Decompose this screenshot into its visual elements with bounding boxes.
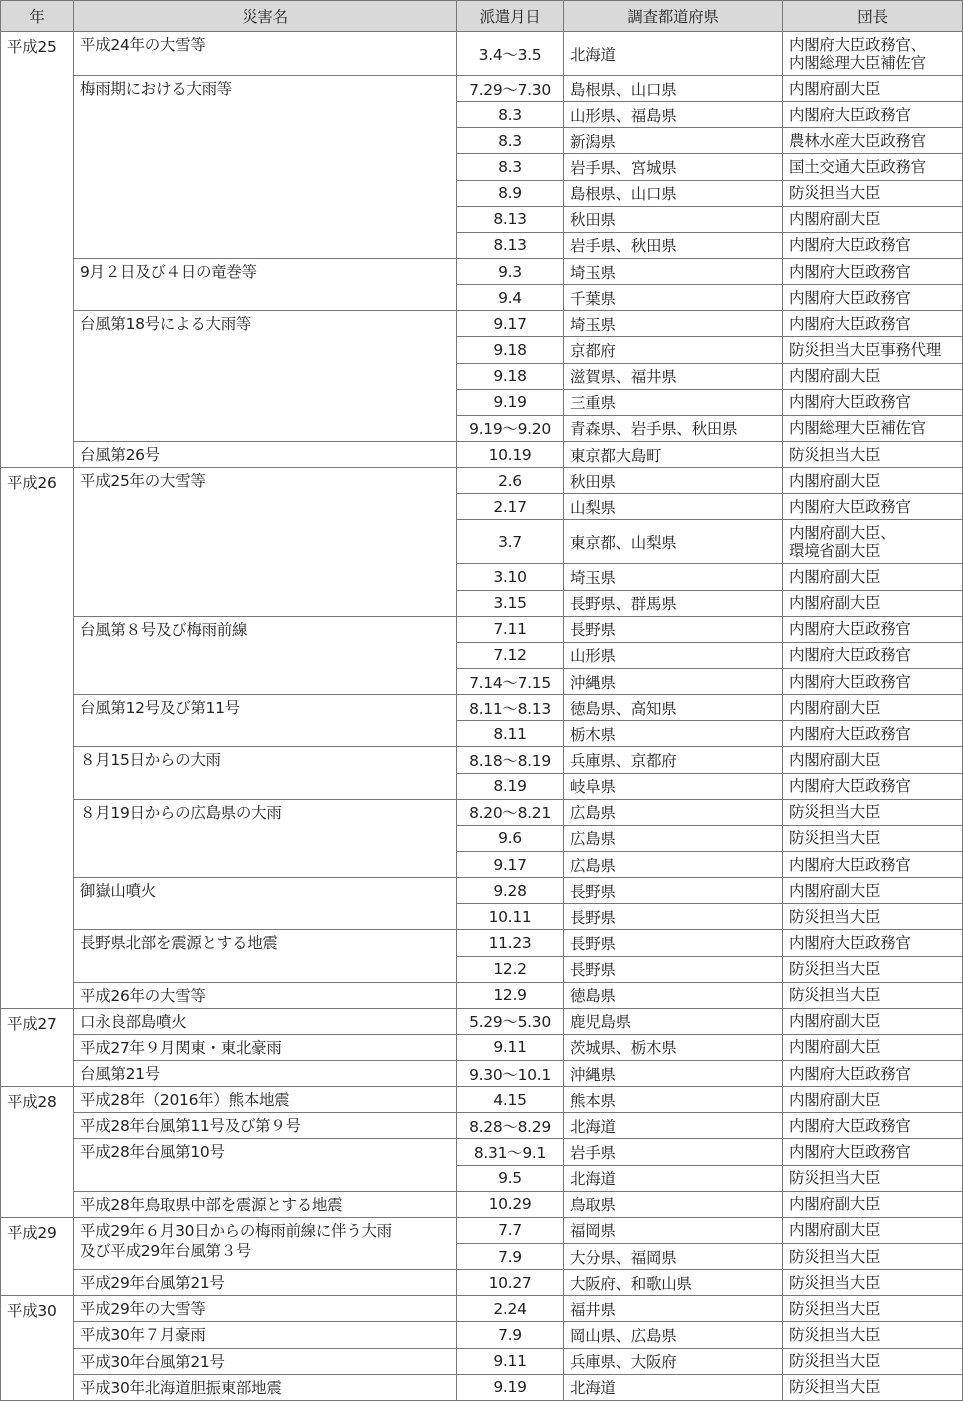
delegation-head-line: 内閣府副大臣: [789, 210, 881, 229]
prefecture-cell: 秋田県: [564, 206, 783, 232]
delegation-head-line: 内閣府大臣政務官: [789, 105, 911, 124]
disaster-name-cell: [74, 1322, 457, 1348]
delegation-head-line: 内閣府副大臣: [789, 79, 881, 98]
disaster-name-cell: [74, 1113, 457, 1139]
header-row: [1, 1, 963, 32]
prefecture-cell: 岩手県、秋田県: [564, 232, 783, 258]
prefecture-cell: 千葉県: [564, 285, 783, 311]
delegation-head-line: 内閣府副大臣: [789, 750, 881, 769]
table-row: [1, 1113, 963, 1139]
delegation-head-cell: [783, 878, 963, 904]
dispatch-date-cell: 3.7: [457, 520, 564, 564]
dispatch-date-cell: 9.6: [457, 825, 564, 851]
disaster-name-cell: [74, 616, 457, 694]
delegation-head-cell: [783, 206, 963, 232]
delegation-head-line: 内閣府副大臣: [789, 567, 881, 586]
dispatch-date-cell: 4.15: [457, 1087, 564, 1113]
delegation-head-cell: [783, 825, 963, 851]
disaster-name-line: 台風第８号及び梅雨前線: [80, 620, 248, 639]
disaster-name-line: 御嶽山噴火: [80, 882, 157, 901]
delegation-head-cell: [783, 1322, 963, 1348]
delegation-head-cell: [783, 1034, 963, 1060]
prefecture-cell: 沖縄県: [564, 1061, 783, 1087]
delegation-head-cell: [783, 1165, 963, 1191]
dispatch-date-cell: 2.6: [457, 468, 564, 494]
dispatch-date-cell: 8.18〜8.19: [457, 747, 564, 773]
prefecture-cell: 青森県、岩手県、秋田県: [564, 415, 783, 441]
delegation-head-line: 防災担当大臣: [789, 1169, 881, 1188]
disaster-name-line: 平成24年の大雪等: [80, 36, 206, 54]
dispatch-date-cell: 9.5: [457, 1165, 564, 1191]
dispatch-date-cell: 10.19: [457, 441, 564, 467]
dispatch-date-cell: 11.23: [457, 930, 564, 956]
dispatch-date-cell: 9.19: [457, 1374, 564, 1400]
disaster-name-cell: [74, 1087, 457, 1113]
delegation-head-cell: [783, 616, 963, 642]
table-row: [1, 1191, 963, 1217]
table-row: [1, 1322, 963, 1348]
year-cell: 平成29: [1, 1217, 74, 1295]
disaster-name-cell: [74, 695, 457, 747]
disaster-name-cell: [74, 930, 457, 982]
delegation-head-cell: [783, 799, 963, 825]
disaster-name-line: 平成29年の大雪等: [80, 1300, 206, 1319]
delegation-head-line: 内閣府大臣政務官: [789, 1064, 911, 1083]
delegation-head-line: 内閣総理大臣補佐官: [789, 419, 926, 438]
delegation-head-line: 内閣府大臣政務官: [789, 933, 911, 952]
delegation-head-cell: [783, 128, 963, 154]
disaster-name-line: 平成30年７月豪雨: [80, 1326, 206, 1345]
disaster-name-cell: [74, 311, 457, 442]
table-row: [1, 1061, 963, 1087]
dispatch-date-cell: 12.2: [457, 956, 564, 982]
year-cell: 平成26: [1, 468, 74, 1009]
dispatch-date-cell: 8.13: [457, 206, 564, 232]
disaster-name-cell: [74, 1061, 457, 1087]
table-row: [1, 747, 963, 773]
dispatch-date-cell: 9.11: [457, 1348, 564, 1374]
delegation-head-line: 環境省副大臣: [789, 541, 881, 560]
disaster-name-cell: [74, 1374, 457, 1400]
table-row: [1, 311, 963, 337]
delegation-head-line: 内閣府大臣政務官: [789, 314, 911, 333]
disaster-name-line: 長野県北部を震源とする地震: [80, 934, 278, 953]
table-row: [1, 76, 963, 102]
disaster-name-line: 平成25年の大雪等: [80, 472, 206, 491]
delegation-head-line: 内閣府大臣政務官: [789, 1143, 911, 1162]
delegation-head-line: 国土交通大臣政務官: [789, 157, 926, 176]
disaster-name-line: 9月２日及び４日の竜巻等: [80, 262, 257, 281]
prefecture-cell: 秋田県: [564, 468, 783, 494]
delegation-head-line: 内閣府大臣政務官: [789, 724, 911, 743]
prefecture-cell: 栃木県: [564, 721, 783, 747]
disaster-name-line: 口永良部島噴火: [80, 1012, 187, 1031]
dispatch-date-cell: 8.11〜8.13: [457, 695, 564, 721]
delegation-head-cell: [783, 851, 963, 877]
dispatch-date-cell: 8.20〜8.21: [457, 799, 564, 825]
dispatch-date-cell: 8.3: [457, 128, 564, 154]
delegation-head-line: 内閣府副大臣: [789, 594, 881, 613]
dispatch-date-cell: 12.9: [457, 982, 564, 1008]
table-row: [1, 930, 963, 956]
dispatch-date-cell: 2.17: [457, 494, 564, 520]
delegation-head-cell: [783, 668, 963, 694]
dispatch-date-cell: 7.14〜7.15: [457, 668, 564, 694]
table-row: [1, 1087, 963, 1113]
delegation-head-cell: [783, 468, 963, 494]
dispatch-date-cell: 7.11: [457, 616, 564, 642]
delegation-head-line: 内閣府大臣政務官: [789, 236, 911, 255]
delegation-head-line: 内閣府大臣政務官: [789, 855, 911, 874]
delegation-head-cell: [783, 285, 963, 311]
dispatch-date-cell: 8.31〜9.1: [457, 1139, 564, 1165]
disaster-name-cell: [74, 32, 457, 76]
delegation-head-line: 内閣府副大臣: [789, 698, 881, 717]
table-row: [1, 878, 963, 904]
delegation-head-cell: [783, 982, 963, 1008]
prefecture-cell: 広島県: [564, 851, 783, 877]
delegation-head-line: 内閣府副大臣: [789, 1090, 881, 1109]
disaster-name-line: 平成29年台風第21号: [80, 1274, 225, 1293]
disaster-name-line: 台風第21号: [80, 1065, 160, 1084]
delegation-head-line: 防災担当大臣: [789, 986, 881, 1005]
delegation-head-line: 防災担当大臣: [789, 960, 881, 979]
prefecture-cell: 大分県、福岡県: [564, 1244, 783, 1270]
delegation-head-line: 防災担当大臣: [789, 1326, 881, 1345]
delegation-head-line: 防災担当大臣: [789, 803, 881, 822]
table-row: [1, 258, 963, 284]
disaster-name-line: 平成28年（2016年）熊本地震: [80, 1091, 290, 1110]
disaster-name-cell: [74, 1139, 457, 1191]
disaster-name-line: 平成27年９月関東・東北豪雨: [80, 1038, 282, 1057]
disaster-name-line: 平成26年の大雪等: [80, 986, 206, 1005]
disaster-name-cell: [74, 468, 457, 617]
disaster-name-line: 平成28年鳥取県中部を震源とする地震: [80, 1195, 343, 1214]
dispatch-date-cell: 9.17: [457, 851, 564, 877]
table-row: [1, 799, 963, 825]
dispatch-date-cell: 8.11: [457, 721, 564, 747]
delegation-head-cell: [783, 956, 963, 982]
prefecture-cell: 北海道: [564, 1165, 783, 1191]
dispatch-date-cell: 7.29〜7.30: [457, 76, 564, 102]
disaster-name-cell: [74, 1034, 457, 1060]
col-header-prefecture: 調査都道府県: [564, 1, 783, 32]
delegation-head-line: 内閣府大臣政務官: [789, 777, 911, 796]
prefecture-cell: 徳島県、高知県: [564, 695, 783, 721]
dispatch-date-cell: 5.29〜5.30: [457, 1008, 564, 1034]
prefecture-cell: 岐阜県: [564, 773, 783, 799]
delegation-head-cell: [783, 904, 963, 930]
delegation-head-line: 内閣府副大臣: [789, 1012, 881, 1031]
table-row: [1, 468, 963, 494]
disaster-name-line: 台風第18号による大雨等: [80, 315, 252, 334]
prefecture-cell: 長野県: [564, 616, 783, 642]
delegation-head-cell: [783, 232, 963, 258]
delegation-head-cell: [783, 311, 963, 337]
table-row: [1, 1217, 963, 1243]
prefecture-cell: 徳島県: [564, 982, 783, 1008]
delegation-head-line: 防災担当大臣: [789, 445, 881, 464]
prefecture-cell: 兵庫県、京都府: [564, 747, 783, 773]
delegation-head-cell: [783, 1270, 963, 1296]
dispatch-date-cell: 3.4〜3.5: [457, 32, 564, 76]
dispatch-date-cell: 8.19: [457, 773, 564, 799]
delegation-head-cell: [783, 773, 963, 799]
dispatch-date-cell: 9.4: [457, 285, 564, 311]
delegation-head-cell: [783, 520, 963, 564]
disaster-name-line: 台風第12号及び第11号: [80, 699, 240, 718]
prefecture-cell: 滋賀県、福井県: [564, 363, 783, 389]
dispatch-date-cell: 10.11: [457, 904, 564, 930]
delegation-head-line: 内閣府副大臣: [789, 1195, 881, 1214]
disaster-name-cell: [74, 1270, 457, 1296]
prefecture-cell: 鳥取県: [564, 1191, 783, 1217]
prefecture-cell: 京都府: [564, 337, 783, 363]
disaster-name-line: 平成28年台風第11号及び第９号: [80, 1117, 301, 1136]
prefecture-cell: 山梨県: [564, 494, 783, 520]
disaster-name-line: ８月19日からの広島県の大雨: [80, 803, 282, 822]
table-row: [1, 32, 963, 76]
dispatch-date-cell: 9.30〜10.1: [457, 1061, 564, 1087]
delegation-head-cell: [783, 1113, 963, 1139]
delegation-head-line: 防災担当大臣: [789, 1247, 881, 1266]
disaster-name-line: 平成29年６月30日からの梅雨前線に伴う大雨: [80, 1221, 392, 1240]
dispatch-date-cell: 7.9: [457, 1244, 564, 1270]
delegation-head-line: 内閣府副大臣: [789, 367, 881, 386]
delegation-head-cell: [783, 930, 963, 956]
delegation-head-line: 内閣総理大臣補佐官: [789, 53, 926, 72]
prefecture-cell: 鹿児島県: [564, 1008, 783, 1034]
delegation-head-cell: [783, 1244, 963, 1270]
delegation-head-line: 内閣府大臣政務官: [789, 620, 911, 639]
dispatch-date-cell: 10.27: [457, 1270, 564, 1296]
disaster-name-cell: [74, 982, 457, 1008]
prefecture-cell: 山形県: [564, 642, 783, 668]
prefecture-cell: 長野県: [564, 904, 783, 930]
delegation-head-line: 内閣府大臣政務官: [789, 393, 911, 412]
disaster-name-line: 平成30年北海道胆振東部地震: [80, 1378, 282, 1397]
table-row: [1, 1139, 963, 1165]
prefecture-cell: 福井県: [564, 1296, 783, 1322]
year-cell: 平成30: [1, 1296, 74, 1401]
delegation-head-cell: [783, 389, 963, 415]
disaster-name-cell: [74, 747, 457, 799]
prefecture-cell: 岡山県、広島県: [564, 1322, 783, 1348]
prefecture-cell: 三重県: [564, 389, 783, 415]
table-row: [1, 1296, 963, 1322]
prefecture-cell: 島根県、山口県: [564, 180, 783, 206]
dispatch-date-cell: 7.12: [457, 642, 564, 668]
dispatch-date-cell: 7.9: [457, 1322, 564, 1348]
delegation-head-line: 内閣府大臣政務官: [789, 1116, 911, 1135]
prefecture-cell: 大阪府、和歌山県: [564, 1270, 783, 1296]
prefecture-cell: 埼玉県: [564, 311, 783, 337]
delegation-head-cell: [783, 747, 963, 773]
disaster-name-cell: [74, 1191, 457, 1217]
delegation-head-cell: [783, 32, 963, 76]
disaster-name-cell: [74, 441, 457, 467]
delegation-head-line: 防災担当大臣事務代理: [789, 340, 942, 359]
delegation-head-line: 農林水産大臣政務官: [789, 131, 926, 150]
delegation-head-cell: [783, 1217, 963, 1243]
prefecture-cell: 長野県: [564, 878, 783, 904]
prefecture-cell: 広島県: [564, 799, 783, 825]
disaster-name-cell: [74, 799, 457, 877]
delegation-head-cell: [783, 180, 963, 206]
table-row: [1, 1374, 963, 1400]
delegation-head-cell: [783, 494, 963, 520]
year-cell: 平成28: [1, 1087, 74, 1218]
delegation-head-cell: [783, 1008, 963, 1034]
dispatch-date-cell: 9.18: [457, 337, 564, 363]
dispatch-date-cell: 9.28: [457, 878, 564, 904]
delegation-head-cell: [783, 363, 963, 389]
delegation-head-cell: [783, 721, 963, 747]
delegation-head-cell: [783, 1191, 963, 1217]
prefecture-cell: 茨城県、栃木県: [564, 1034, 783, 1060]
delegation-head-cell: [783, 1348, 963, 1374]
delegation-head-line: 防災担当大臣: [789, 1299, 881, 1318]
prefecture-cell: 岩手県: [564, 1139, 783, 1165]
col-header-head: 団長: [783, 1, 963, 32]
disaster-name-line: 及び平成29年台風第３号: [80, 1241, 252, 1260]
year-cell: 平成25: [1, 32, 74, 468]
prefecture-cell: 東京都大島町: [564, 441, 783, 467]
prefecture-cell: 長野県: [564, 930, 783, 956]
dispatch-date-cell: 8.3: [457, 154, 564, 180]
delegation-head-line: 内閣府副大臣: [789, 1038, 881, 1057]
prefecture-cell: 北海道: [564, 32, 783, 76]
delegation-head-cell: [783, 258, 963, 284]
disaster-name-line: ８月15日からの大雨: [80, 751, 221, 770]
disaster-name-cell: [74, 76, 457, 259]
delegation-head-cell: [783, 1061, 963, 1087]
prefecture-cell: 岩手県、宮城県: [564, 154, 783, 180]
delegation-head-cell: [783, 154, 963, 180]
dispatch-date-cell: 9.19〜9.20: [457, 415, 564, 441]
prefecture-cell: 沖縄県: [564, 668, 783, 694]
prefecture-cell: 長野県: [564, 956, 783, 982]
delegation-head-cell: [783, 642, 963, 668]
delegation-head-line: 防災担当大臣: [789, 1352, 881, 1371]
delegation-head-cell: [783, 590, 963, 616]
table-row: [1, 1270, 963, 1296]
table-row: [1, 1034, 963, 1060]
delegation-head-cell: [783, 1296, 963, 1322]
delegation-head-cell: [783, 1087, 963, 1113]
delegation-head-line: 内閣府大臣政務官、: [789, 35, 926, 54]
prefecture-cell: 埼玉県: [564, 258, 783, 284]
dispatch-date-cell: 3.10: [457, 564, 564, 590]
delegation-head-cell: [783, 1374, 963, 1400]
prefecture-cell: 福岡県: [564, 1217, 783, 1243]
dispatch-date-cell: 3.15: [457, 590, 564, 616]
prefecture-cell: 新潟県: [564, 128, 783, 154]
disaster-name-cell: [74, 1348, 457, 1374]
dispatch-date-cell: 8.3: [457, 102, 564, 128]
delegation-head-line: 内閣府大臣政務官: [789, 672, 911, 691]
delegation-head-line: 内閣府大臣政務官: [789, 288, 911, 307]
prefecture-cell: 北海道: [564, 1374, 783, 1400]
dispatch-date-cell: 9.18: [457, 363, 564, 389]
delegation-head-line: 内閣府大臣政務官: [789, 262, 911, 281]
delegation-head-cell: [783, 415, 963, 441]
delegation-head-line: 内閣府副大臣、: [789, 523, 896, 542]
delegation-head-cell: [783, 337, 963, 363]
delegation-head-cell: [783, 102, 963, 128]
table-row: [1, 1348, 963, 1374]
table-row: [1, 982, 963, 1008]
disaster-name-cell: [74, 878, 457, 930]
prefecture-cell: 東京都、山梨県: [564, 520, 783, 564]
table-row: [1, 695, 963, 721]
dispatch-date-cell: 8.28〜8.29: [457, 1113, 564, 1139]
dispatch-date-cell: 9.17: [457, 311, 564, 337]
disaster-name-line: 台風第26号: [80, 445, 160, 464]
delegation-head-line: 内閣府大臣政務官: [789, 646, 911, 665]
delegation-head-cell: [783, 76, 963, 102]
dispatch-date-cell: 8.13: [457, 232, 564, 258]
delegation-head-cell: [783, 564, 963, 590]
disaster-name-cell: [74, 1296, 457, 1322]
delegation-head-line: 防災担当大臣: [789, 1378, 881, 1397]
delegation-head-line: 内閣府副大臣: [789, 471, 881, 490]
disaster-name-cell: [74, 1217, 457, 1269]
dispatch-date-cell: 9.11: [457, 1034, 564, 1060]
disaster-name-line: 平成30年台風第21号: [80, 1352, 225, 1371]
delegation-head-line: 防災担当大臣: [789, 907, 881, 926]
table-row: [1, 1008, 963, 1034]
table-body: [1, 32, 963, 1401]
col-header-disaster: 災害名: [74, 1, 457, 32]
table-row: [1, 441, 963, 467]
delegation-head-cell: [783, 441, 963, 467]
year-cell: 平成27: [1, 1008, 74, 1086]
delegation-head-cell: [783, 695, 963, 721]
dispatch-date-cell: 2.24: [457, 1296, 564, 1322]
disaster-name-cell: [74, 1008, 457, 1034]
prefecture-cell: 北海道: [564, 1113, 783, 1139]
dispatch-date-cell: 9.3: [457, 258, 564, 284]
delegation-head-cell: [783, 1139, 963, 1165]
disaster-name-line: 平成28年台風第10号: [80, 1143, 225, 1162]
prefecture-cell: 埼玉県: [564, 564, 783, 590]
prefecture-cell: 島根県、山口県: [564, 76, 783, 102]
col-header-year: 年: [1, 1, 74, 32]
prefecture-cell: 長野県、群馬県: [564, 590, 783, 616]
dispatch-date-cell: 10.29: [457, 1191, 564, 1217]
col-header-date: 派遣月日: [457, 1, 564, 32]
prefecture-cell: 兵庫県、大阪府: [564, 1348, 783, 1374]
delegation-head-line: 防災担当大臣: [789, 184, 881, 203]
dispatch-date-cell: 7.7: [457, 1217, 564, 1243]
delegation-head-line: 内閣府大臣政務官: [789, 497, 911, 516]
disaster-name-cell: [74, 258, 457, 310]
table-row: [1, 616, 963, 642]
dispatch-date-cell: 9.19: [457, 389, 564, 415]
delegation-head-line: 内閣府副大臣: [789, 1221, 881, 1240]
prefecture-cell: 山形県、福島県: [564, 102, 783, 128]
delegation-head-line: 内閣府副大臣: [789, 881, 881, 900]
prefecture-cell: 熊本県: [564, 1087, 783, 1113]
dispatch-date-cell: 8.9: [457, 180, 564, 206]
prefecture-cell: 広島県: [564, 825, 783, 851]
delegation-head-line: 防災担当大臣: [789, 829, 881, 848]
disaster-name-line: 梅雨期における大雨等: [80, 80, 233, 98]
delegation-head-line: 防災担当大臣: [789, 1273, 881, 1292]
